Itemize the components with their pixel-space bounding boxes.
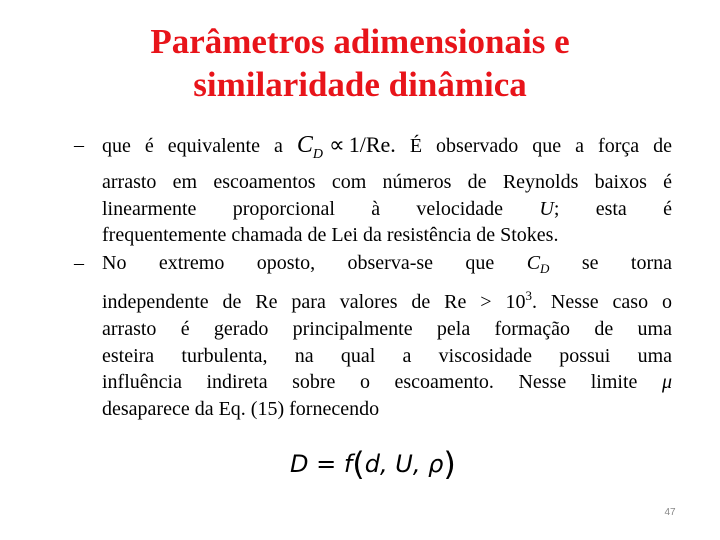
bullet-1-line-1: que é equivalente a $C_D \propto 1/Re$. É observado que a força de xyxy=(102,132,673,162)
bullet-list xyxy=(74,132,672,423)
page-number: 47 xyxy=(664,507,676,518)
bullet-1-line-3: linearmente proporcional à velocidade U; esta é xyxy=(102,197,672,220)
bullet-1-line-4: frequentemente chamada de Lei da resistência de Stokes. xyxy=(102,224,559,247)
bullet-2-line-2: independente de Re para valores de $Re > 10^3$. Nesse caso o xyxy=(102,287,672,313)
bullet-dash: – xyxy=(74,252,84,275)
title-line-1: Parâmetros adimensionais e xyxy=(150,22,570,61)
bullet-2-line-5: influência indireta sobre o escoamento. Nesse limite μ xyxy=(102,371,673,394)
slide-title xyxy=(0,20,720,106)
inline-equation-cd: $C_D \propto 1/Re$. xyxy=(296,132,396,162)
bullet-2-line-3: arrasto é gerado principalmente pela formação de uma xyxy=(102,317,672,340)
bullet-item-1 xyxy=(74,132,672,249)
bullet-item-2 xyxy=(74,250,672,423)
bullet-2-line-4: esteira turbulenta, na qual a viscosidade possui uma xyxy=(102,344,672,367)
drag-formula: D = f(d, U, ρ) xyxy=(290,445,456,483)
bullet-dash: – xyxy=(74,134,84,156)
bullet-1-line-2: arrasto em escoamentos com números de Reynolds baixos é xyxy=(102,170,672,193)
title-line-2: similaridade dinâmica xyxy=(193,65,527,104)
bullet-2-line-1: No extremo oposto, observa-se que $C_D$ se torna xyxy=(102,252,672,277)
bullet-2-line-6: desaparece da Eq. (15) fornecendo xyxy=(102,398,380,421)
